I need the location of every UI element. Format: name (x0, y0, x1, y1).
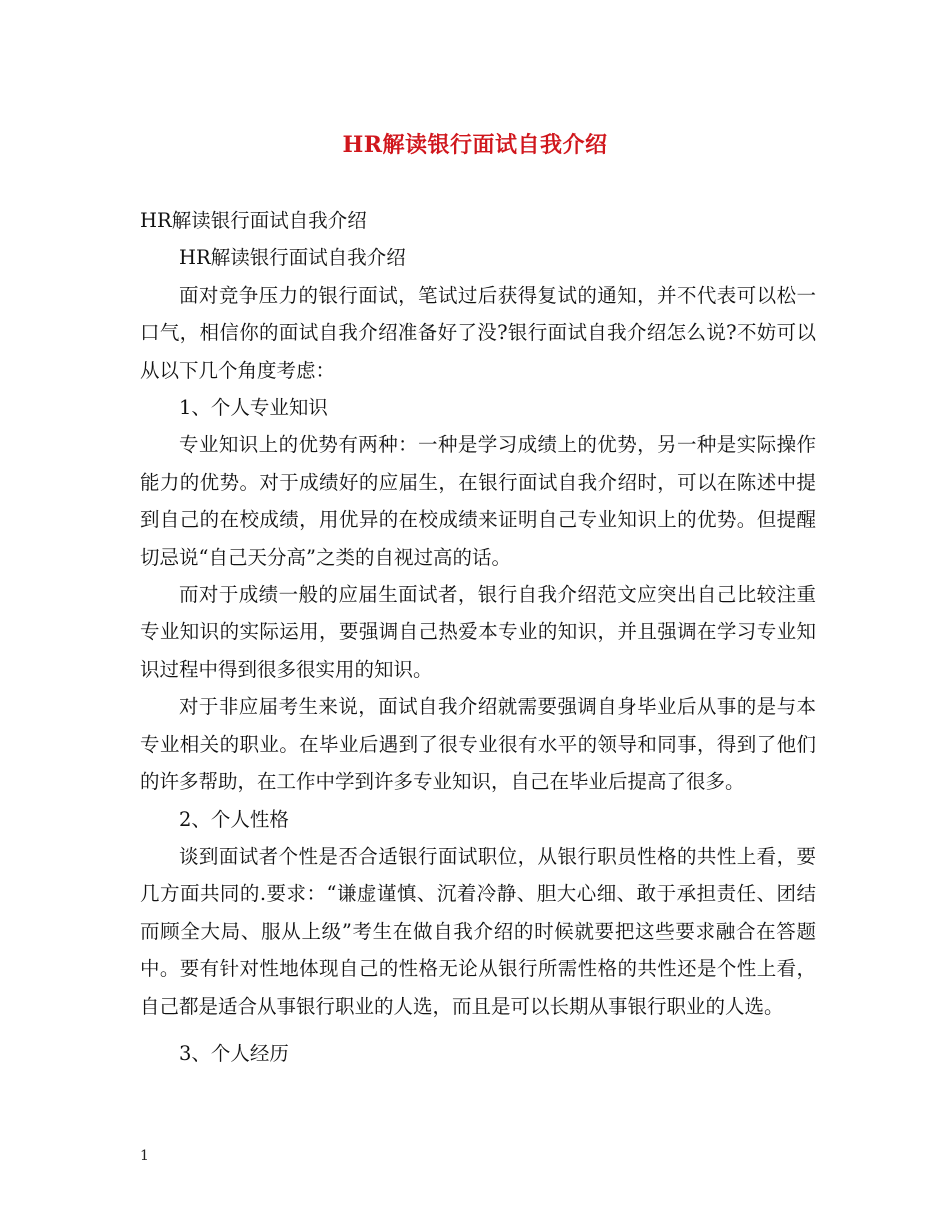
paragraph-experienced-candidates: 对于非应届考生来说，面试自我介绍就需要强调自身毕业后从事的是与本专业相关的职业。在毕业后遇到了很专业很有水平的领导和同事，得到了他们的许多帮助，在工作中学到许多专业知识，自己在毕业后提高了很多。 (140, 695, 816, 794)
section-heading-personality: 2、个人性格 (179, 807, 289, 831)
section-heading-experience: 3、个人经历 (179, 1041, 289, 1065)
paragraph-average-graduates: 而对于成绩一般的应届生面试者，银行自我介绍范文应突出自己比较注重专业知识的实际运用，要强调自己热爱本专业的知识，并且强调在学习专业知识过程中得到很多很实用的知识。 (140, 583, 816, 681)
body-heading-line: HR解读银行面试自我介绍 (140, 209, 367, 232)
section-heading-knowledge: 1、个人专业知识 (179, 396, 328, 420)
paragraph-personality: 谈到面试者个性是否合适银行面试职位，从银行职员性格的共性上看，要几方面共同的.要求：“谦虚谨慎、沉着冷静、胆大心细、敢于承担责任、团结而顾全大局、服从上级”考生在做自我介绍的时候就要把这些要求融合在答题中。要有针对性地体现自己的性格无论从银行所需性格的共性还是个性上看，自己都是适合从事银行职业的人选，而且是可以长期从事银行职业的人选。 (140, 844, 816, 1018)
document-title: HR解读银行面试自我介绍 (342, 132, 608, 158)
paragraph-intro: 面对竞争压力的银行面试，笔试过后获得复试的通知，并不代表可以松一口气，相信你的面试自我介绍准备好了没?银行面试自我介绍怎么说?不妨可以从以下几个角度考虑： (140, 283, 816, 382)
page-number: 1 (140, 1148, 149, 1164)
body-subheading-line: HR解读银行面试自我介绍 (179, 246, 406, 270)
document-body (140, 202, 816, 1072)
paragraph-knowledge-advantage: 专业知识上的优势有两种：一种是学习成绩上的优势，另一种是实际操作能力的优势。对于成绩好的应届生，在银行面试自我介绍时，可以在陈述中提到自己的在校成绩，用优异的在校成绩来证明自己专业知识上的优势。但提醒切忌说“自己天分高”之类的自视过高的话。 (140, 433, 816, 569)
